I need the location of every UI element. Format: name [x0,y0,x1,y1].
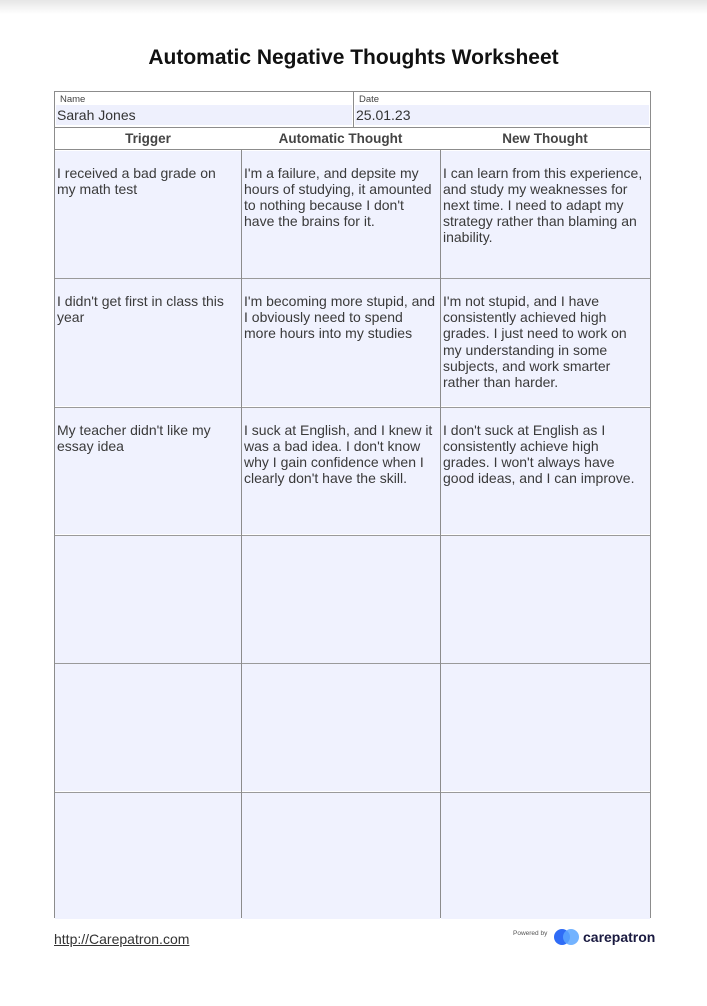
cell-new-thought-row-2[interactable]: I'm not stupid, and I have consistently achieved high grades. I just need to work on my understanding in some subjects, and work smarter rather than harder. [441,279,650,406]
carepatron-link[interactable]: http://Carepatron.com [54,931,190,947]
page-title: Automatic Negative Thoughts Worksheet [148,46,559,69]
carepatron-logo-icon [553,927,581,947]
name-input[interactable]: Sarah Jones [56,105,352,125]
row-divider [55,792,650,793]
cell-automatic-thought-row-3[interactable]: I suck at English, and I knew it was a bad idea. I don't know why I gain confidence when I clearly don't have the skill. [242,408,440,535]
page-top-edge [0,0,707,14]
date-field[interactable] [354,92,650,128]
name-label: Name [60,94,86,105]
cell-trigger-row-2[interactable]: I didn't get first in class this year [55,279,241,406]
carepatron-brand: carepatron [583,929,656,945]
date-input[interactable]: 25.01.23 [355,105,649,125]
powered-by-label: Powered by [513,930,548,937]
cell-new-thought-row-5[interactable] [441,664,650,791]
name-field[interactable] [55,92,354,128]
column-header-automatic-thought: Automatic Thought [278,131,403,146]
cell-trigger-row-6[interactable] [55,793,241,920]
cell-new-thought-row-6[interactable] [441,793,650,920]
row-divider [55,535,650,536]
cell-automatic-thought-row-2[interactable]: I'm becoming more stupid, and I obviously need to spend more hours into my studies [242,279,440,406]
cell-automatic-thought-row-4[interactable] [242,536,440,663]
column-divider [440,150,441,917]
column-header-new-thought: New Thought [502,131,588,146]
cell-trigger-row-3[interactable]: My teacher didn't like my essay idea [55,408,241,535]
cell-automatic-thought-row-1[interactable]: I'm a failure, and depsite my hours of studying, it amounted to nothing because I don't have the brains for it. [242,151,440,278]
column-divider [241,150,242,917]
cell-trigger-row-5[interactable] [55,664,241,791]
cell-new-thought-row-1[interactable]: I can learn from this experience, and study my weaknesses for next time. I need to adapt my strategy rather than blaming an inability. [441,151,650,278]
row-divider [55,278,650,279]
date-label: Date [359,94,380,105]
cell-trigger-row-4[interactable] [55,536,241,663]
row-divider [55,663,650,664]
row-divider [55,407,650,408]
cell-new-thought-row-3[interactable]: I don't suck at English as I consistently achieve high grades. I won't always have good ideas, and I can improve. [441,408,650,535]
cell-new-thought-row-4[interactable] [441,536,650,663]
thought-table [55,150,650,917]
cell-automatic-thought-row-6[interactable] [242,793,440,920]
column-header-trigger: Trigger [125,131,171,146]
cell-trigger-row-1[interactable]: I received a bad grade on my math test [55,151,241,278]
worksheet [54,91,651,918]
cell-automatic-thought-row-5[interactable] [242,664,440,791]
